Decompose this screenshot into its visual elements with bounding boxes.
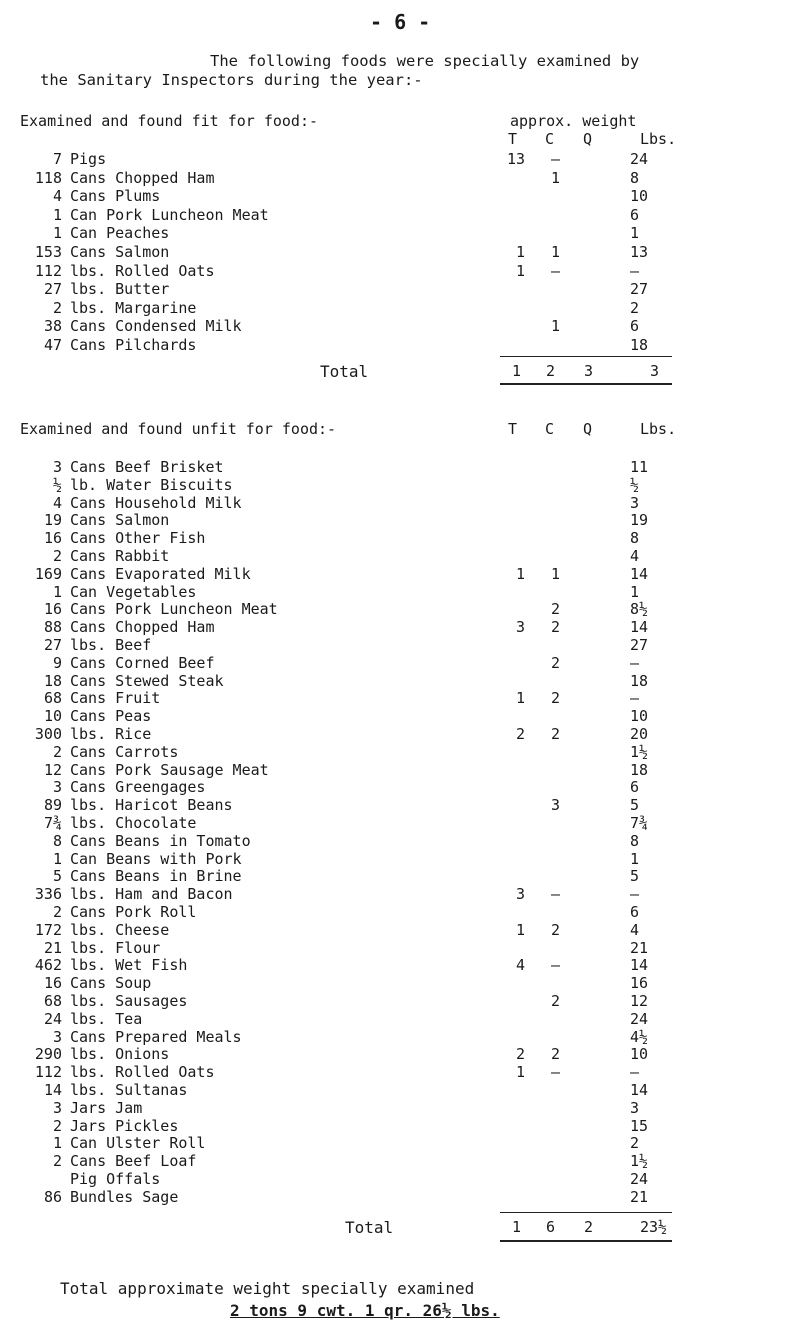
unfit-c: 2 <box>550 618 560 637</box>
unfit-c: 2 <box>550 653 560 672</box>
unfit-lbs: – <box>630 689 640 708</box>
unfit-desc: lbs. Cheese <box>70 920 170 939</box>
unfit-desc: lbs. Sultanas <box>70 1081 188 1099</box>
fit-qty: 112 <box>34 261 62 280</box>
unfit-c: – <box>550 885 560 904</box>
unfit-desc: lbs. Chocolate <box>70 814 197 832</box>
unfit-desc: Can Ulster Roll <box>70 1134 206 1153</box>
unfit-qty: 3 <box>52 1098 62 1117</box>
unfit-qty: 3 <box>52 458 62 476</box>
fit-col-t: T <box>508 130 518 148</box>
grand-total-note <box>60 1278 500 1322</box>
unfit-c: 2 <box>550 1045 560 1064</box>
unfit-desc: Cans Beef Loaf <box>70 1152 197 1171</box>
unfit-total-label: Total <box>345 1218 394 1237</box>
unfit-lbs: 14 <box>630 956 649 975</box>
unfit-lbs: 24 <box>630 1170 649 1188</box>
unfit-total-lbs: 23½ <box>640 1218 668 1236</box>
unfit-desc: Cans Greengages <box>70 778 206 797</box>
unfit-qty: 16 <box>43 529 62 548</box>
fit-lbs: 8 <box>630 168 640 187</box>
unfit-c: 1 <box>550 564 560 583</box>
fit-t: 1 <box>515 261 525 280</box>
fit-c: 1 <box>550 243 560 261</box>
fit-desc: Can Peaches <box>70 224 170 243</box>
unfit-lbs: 16 <box>630 974 649 993</box>
unfit-lbs: 14 <box>630 564 649 583</box>
unfit-desc: Cans Soup <box>70 974 152 993</box>
fit-section-title: Examined and found fit for food:- <box>20 112 319 130</box>
fit-lbs: 24 <box>630 150 649 168</box>
unfit-lbs: 19 <box>630 511 649 530</box>
unfit-lbs: 10 <box>630 1045 649 1064</box>
fit-qty: 118 <box>34 168 62 187</box>
unfit-desc: Cans Pork Luncheon Meat <box>70 600 278 619</box>
fit-desc: Can Pork Luncheon Meat <box>70 205 269 224</box>
unfit-desc: Cans Evaporated Milk <box>70 564 251 583</box>
unfit-col-lbs: Lbs. <box>640 420 677 438</box>
unfit-c: 2 <box>550 600 560 619</box>
unfit-lbs: 8½ <box>630 600 649 619</box>
fit-lbs: 13 <box>630 243 649 261</box>
fit-lbs: 6 <box>630 317 640 336</box>
unfit-t: 1 <box>515 920 525 939</box>
unfit-qty: 5 <box>52 867 62 886</box>
fit-col-lbs: Lbs. <box>640 130 677 148</box>
unfit-c: 2 <box>550 689 560 708</box>
unfit-c: – <box>550 956 560 975</box>
fit-desc: lbs. Butter <box>70 280 170 299</box>
unfit-qty: 3 <box>52 778 62 797</box>
fit-total-q: 3 <box>584 362 594 380</box>
unfit-qty: 68 <box>43 992 62 1010</box>
unfit-col-t: T <box>508 420 518 438</box>
unfit-c: 2 <box>550 920 560 939</box>
unfit-lbs: – <box>630 885 640 904</box>
fit-total-c: 2 <box>546 362 556 380</box>
unfit-lbs: 4 <box>630 547 640 565</box>
unfit-desc: lbs. Ham and Bacon <box>70 885 233 904</box>
unfit-desc: Cans Peas <box>70 707 152 726</box>
unfit-c: 3 <box>550 796 560 815</box>
fit-qty: 2 <box>52 298 62 317</box>
fit-desc: Cans Chopped Ham <box>70 168 215 187</box>
unfit-qty: 21 <box>43 938 62 957</box>
unfit-c: 2 <box>550 725 560 743</box>
unfit-lbs: 1½ <box>630 1152 649 1171</box>
fit-desc: Cans Plums <box>70 187 161 206</box>
unfit-desc: Can Vegetables <box>70 582 197 601</box>
unfit-t: 2 <box>515 725 525 743</box>
unfit-total-row <box>0 1218 800 1238</box>
fit-approx-weight-label: approx. weight <box>510 112 637 130</box>
unfit-qty: 9 <box>52 653 62 672</box>
unfit-qty: 16 <box>43 600 62 619</box>
unfit-c: – <box>550 1063 560 1082</box>
fit-total-t: 1 <box>512 362 522 380</box>
unfit-desc: Cans Fruit <box>70 689 161 708</box>
unfit-qty: 1 <box>52 582 62 601</box>
fit-qty: 47 <box>43 336 62 354</box>
unfit-qty: 1 <box>52 849 62 868</box>
unfit-lbs: 7¾ <box>630 814 649 832</box>
unfit-desc: lbs. Haricot Beans <box>70 796 233 815</box>
unfit-t: 3 <box>515 618 525 637</box>
unfit-desc: Bundles Sage <box>70 1187 179 1206</box>
fit-lbs: – <box>630 261 640 280</box>
unfit-qty: 7¾ <box>43 814 62 832</box>
unfit-total-q: 2 <box>584 1218 594 1236</box>
unfit-desc: lb. Water Biscuits <box>70 475 233 494</box>
unfit-total-t: 1 <box>512 1218 522 1236</box>
intro-line-1: The following foods were specially examined by <box>210 52 640 70</box>
unfit-desc: lbs. Onions <box>70 1045 170 1064</box>
fit-qty: 4 <box>52 187 62 206</box>
unfit-qty: 3 <box>52 1027 62 1046</box>
unfit-desc: Cans Corned Beef <box>70 653 215 672</box>
unfit-desc: Cans Beans in Brine <box>70 867 242 886</box>
unfit-desc: Cans Household Milk <box>70 493 242 512</box>
unfit-desc: Can Beans with Pork <box>70 849 242 868</box>
unfit-qty: 112 <box>34 1063 62 1082</box>
unfit-qty: 290 <box>34 1045 62 1064</box>
unfit-c: 2 <box>550 992 560 1010</box>
unfit-col-q: Q <box>583 420 593 438</box>
intro-paragraph <box>40 52 780 90</box>
fit-total-row <box>0 362 800 382</box>
unfit-lbs: – <box>630 1063 640 1082</box>
unfit-t: 1 <box>515 689 525 708</box>
fit-qty: 1 <box>52 224 62 243</box>
unfit-desc: Cans Beef Brisket <box>70 458 224 476</box>
fit-qty: 1 <box>52 205 62 224</box>
grand-total-line-1: Total approximate weight specially examined <box>60 1279 475 1298</box>
unfit-desc: Cans Carrots <box>70 742 179 761</box>
unfit-qty: 19 <box>43 511 62 530</box>
fit-desc: Cans Condensed Milk <box>70 317 242 336</box>
unfit-lbs: 4 <box>630 920 640 939</box>
fit-desc: Cans Salmon <box>70 243 170 261</box>
unfit-lbs: 1½ <box>630 742 649 761</box>
fit-total-rule-bottom <box>500 383 672 385</box>
fit-desc: lbs. Margarine <box>70 298 197 317</box>
unfit-lbs: – <box>630 653 640 672</box>
unfit-desc: Cans Chopped Ham <box>70 618 215 637</box>
unfit-lbs: 10 <box>630 707 649 726</box>
unfit-qty: 68 <box>43 689 62 708</box>
fit-lbs: 18 <box>630 336 649 354</box>
unfit-desc: Cans Beans in Tomato <box>70 831 251 850</box>
unfit-lbs: 11 <box>630 458 649 476</box>
fit-total-label: Total <box>320 362 369 381</box>
unfit-lbs: 24 <box>630 1009 649 1028</box>
fit-qty: 153 <box>34 243 62 261</box>
unfit-lbs: 6 <box>630 903 640 921</box>
fit-c: 1 <box>550 317 560 336</box>
fit-lbs: 10 <box>630 187 649 206</box>
fit-qty: 38 <box>43 317 62 336</box>
unfit-lbs: 27 <box>630 636 649 654</box>
unfit-lbs: ½ <box>630 475 640 494</box>
unfit-desc: Cans Prepared Meals <box>70 1027 242 1046</box>
unfit-qty: 2 <box>52 1152 62 1171</box>
unfit-lbs: 1 <box>630 582 640 601</box>
fit-col-c: C <box>545 130 555 148</box>
unfit-desc: Cans Pork Roll <box>70 903 197 921</box>
unfit-qty: 462 <box>34 956 62 975</box>
fit-c: – <box>550 150 560 168</box>
fit-lbs: 6 <box>630 205 640 224</box>
unfit-lbs: 15 <box>630 1116 649 1135</box>
unfit-t: 1 <box>515 564 525 583</box>
unfit-desc: lbs. Sausages <box>70 992 188 1010</box>
fit-total-rule-top <box>500 356 672 357</box>
unfit-col-c: C <box>545 420 555 438</box>
intro-line-2: the Sanitary Inspectors during the year:- <box>40 71 423 89</box>
unfit-desc: lbs. Rolled Oats <box>70 1063 215 1082</box>
fit-desc: lbs. Rolled Oats <box>70 261 215 280</box>
unfit-desc: lbs. Rice <box>70 725 152 743</box>
unfit-desc: Cans Salmon <box>70 511 170 530</box>
unfit-qty: 88 <box>43 618 62 637</box>
unfit-total-c: 6 <box>546 1218 556 1236</box>
unfit-lbs: 18 <box>630 671 649 690</box>
unfit-lbs: 8 <box>630 831 640 850</box>
unfit-desc: Cans Pork Sausage Meat <box>70 760 269 779</box>
fit-qty: 27 <box>43 280 62 299</box>
unfit-desc: lbs. Tea <box>70 1009 143 1028</box>
unfit-desc: Cans Stewed Steak <box>70 671 224 690</box>
unfit-qty: 24 <box>43 1009 62 1028</box>
unfit-desc: lbs. Wet Fish <box>70 956 188 975</box>
unfit-lbs: 1 <box>630 849 640 868</box>
unfit-desc: lbs. Flour <box>70 938 161 957</box>
unfit-qty: 16 <box>43 974 62 993</box>
unfit-lbs: 3 <box>630 493 640 512</box>
unfit-qty: 27 <box>43 636 62 654</box>
unfit-lbs: 3 <box>630 1098 640 1117</box>
unfit-qty: 1 <box>52 1134 62 1153</box>
unfit-section-title: Examined and found unfit for food:- <box>20 420 337 438</box>
fit-total-lbs: 3 <box>650 362 660 380</box>
unfit-lbs: 14 <box>630 618 649 637</box>
unfit-desc: Jars Jam <box>70 1098 143 1117</box>
unfit-lbs: 20 <box>630 725 649 743</box>
unfit-qty: 12 <box>43 760 62 779</box>
fit-c: – <box>550 261 560 280</box>
unfit-qty: 172 <box>34 920 62 939</box>
unfit-qty: 300 <box>34 725 62 743</box>
unfit-qty: 10 <box>43 707 62 726</box>
fit-desc: Pigs <box>70 150 107 168</box>
unfit-lbs: 21 <box>630 1187 649 1206</box>
fit-lbs: 27 <box>630 280 649 299</box>
unfit-lbs: 4½ <box>630 1027 649 1046</box>
unfit-qty: 14 <box>43 1081 62 1099</box>
fit-lbs: 2 <box>630 298 640 317</box>
grand-total-line-2: 2 tons 9 cwt. 1 qr. 26½ lbs. <box>230 1301 500 1320</box>
unfit-desc: Cans Other Fish <box>70 529 206 548</box>
unfit-lbs: 5 <box>630 867 640 886</box>
unfit-qty: 336 <box>34 885 62 904</box>
fit-c: 1 <box>550 168 560 187</box>
unfit-desc: Pig Offals <box>70 1170 161 1188</box>
unfit-qty: 169 <box>34 564 62 583</box>
fit-t: 1 <box>515 243 525 261</box>
unfit-total-rule-top <box>500 1212 672 1213</box>
unfit-lbs: 8 <box>630 529 640 548</box>
unfit-qty: 4 <box>52 493 62 512</box>
unfit-qty: 18 <box>43 671 62 690</box>
unfit-t: 1 <box>515 1063 525 1082</box>
page-number: - 6 - <box>370 10 431 34</box>
unfit-desc: lbs. Beef <box>70 636 152 654</box>
fit-qty: 7 <box>52 150 62 168</box>
unfit-qty: ½ <box>52 475 62 494</box>
unfit-lbs: 21 <box>630 938 649 957</box>
unfit-t: 2 <box>515 1045 525 1064</box>
unfit-t: 4 <box>515 956 525 975</box>
unfit-lbs: 18 <box>630 760 649 779</box>
unfit-t: 3 <box>515 885 525 904</box>
unfit-lbs: 5 <box>630 796 640 815</box>
fit-col-q: Q <box>583 130 593 148</box>
unfit-desc: Jars Pickles <box>70 1116 179 1135</box>
unfit-total-rule-bottom <box>500 1240 672 1242</box>
unfit-desc: Cans Rabbit <box>70 547 170 565</box>
unfit-lbs: 12 <box>630 992 649 1010</box>
unfit-qty: 8 <box>52 831 62 850</box>
unfit-qty: 2 <box>52 903 62 921</box>
fit-desc: Cans Pilchards <box>70 336 197 354</box>
unfit-lbs: 2 <box>630 1134 640 1153</box>
unfit-qty: 2 <box>52 742 62 761</box>
unfit-qty: 89 <box>43 796 62 815</box>
unfit-lbs: 6 <box>630 778 640 797</box>
unfit-qty: 2 <box>52 547 62 565</box>
fit-lbs: 1 <box>630 224 640 243</box>
unfit-qty: 86 <box>43 1187 62 1206</box>
unfit-lbs: 14 <box>630 1081 649 1099</box>
unfit-qty: 2 <box>52 1116 62 1135</box>
fit-t: 13 <box>506 150 525 168</box>
